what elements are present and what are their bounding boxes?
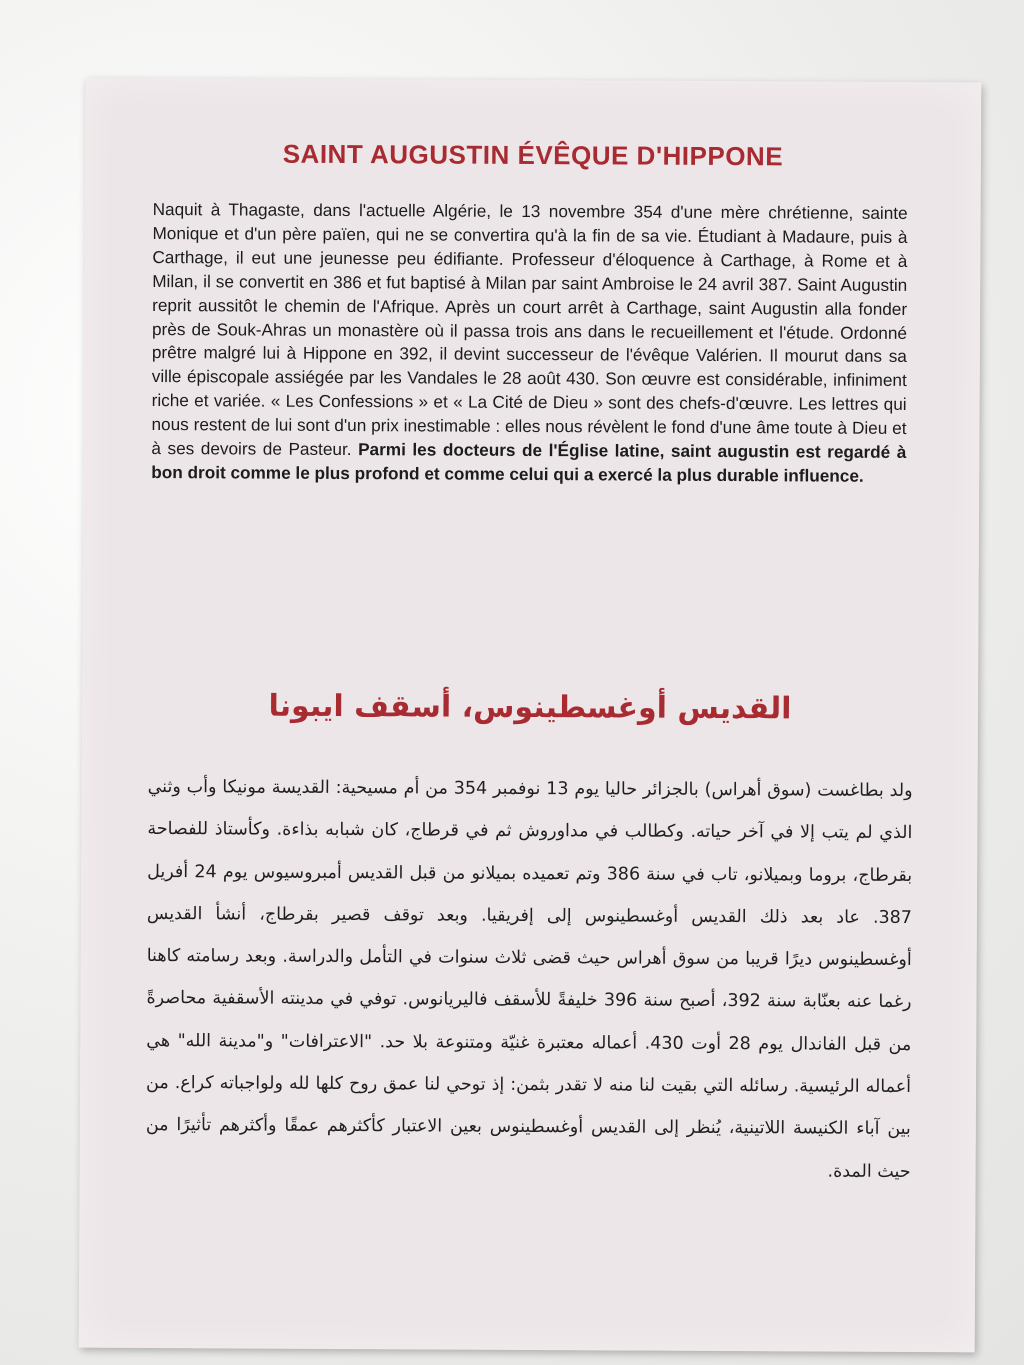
information-panel xyxy=(79,78,982,1353)
arabic-body: ولد بطاغست (سوق أهراس) بالجزائر حاليا يوم 13 نوفمبر 354 من أم مسيحية: القديسة مونيكا وأب وثني الذي لم يتب إلا في آخر حياته. وكطالب في مداوروش ثم في قرطاج، كان شبابه بذاءة. وكأستاذ للفصاحة بقرطاج، بروما وبميلانو، تاب في سنة 386 وتم تعميده بميلانو من قبل القديس أمبروسيوس يوم 24 أفريل 387. عاد بعد ذلك القديس أوغسطينوس إلى إفريقيا. وبعد توقف قصير بقرطاج، أنشأ القديس أوغسطينوس ديرًا قريبا من سوق أهراس حيث قضى ثلاث سنوات في التأمل والدراسة. وبعد رسامته كاهنا رغما عنه بعنّابة سنة 392، أصبح سنة 396 خليفةً للأسقف فاليريانوس. توفي في مدينته الأسقفية محاصرةً من قبل الفاندال يوم 28 أوت 430. أعماله معتبرة غنيّة ومتنوعة بلا حد. "الاعترافات" و"مدينة الله" هي أعماله الرئيسية. رسائله التي بقيت لنا منه لا تقدر بثمن: إذ توحي لنا عمق روح كلها لله ولواجباته كراع. من بين آباء الكنيسة اللاتينية، يُنظر إلى القديس أوغسطينوس بعين الاعتبار كأكثرهم عمقًا وأكثرهم تأثيرًا من حيث المدة. xyxy=(145,776,913,1182)
french-body-bold-text: Parmi les docteurs de l'Église latine, saint augustin est regardé à bon droit comme le plus profond et comme celui qui a exercé la plus durable influence. xyxy=(151,439,907,486)
french-body xyxy=(151,198,907,489)
arabic-title: القديس أوغسطينوس، أسقف ايبونا xyxy=(268,688,792,727)
french-body-text: Naquit à Thagaste, dans l'actuelle Algérie, le 13 novembre 354 d'une mère chrétienne, sainte Monique et d'un père païen, qui ne se convertira qu'à la fin de sa vie. Étudiant à Madaure, puis à Carthage, il eut une jeunesse peu édifiante. Professeur d'éloquence à Carthage, à Rome et à Milan, il se convertit en 386 et fut baptisé à Milan par saint Ambroise le 24 avril 387. Saint Augustin reprit aussitôt le chemin de l'Afrique. Après un court arrêt à Carthage, saint Augustin alla fonder près de Souk-Ahras un monastère où il passa trois ans dans le recueillement et l'étude. Ordonné prêtre malgré lui à Hippone en 392, il devint successeur de l'évêque Valérien. Il mourut dans sa ville épiscopale assiégée par les Vandales le 28 août 430. Son œuvre est considérable, infiniment riche et variée. « Les Confessions » et « La Cité de Dieu » sont des chefs-d'œuvre. Les lettres qui nous restent de lui sont d'un prix inestimable : elles nous révèlent le fond d'une âme toute à Dieu et à ses devoirs de Pasteur. xyxy=(151,199,908,460)
french-title: SAINT AUGUSTIN ÉVÊQUE D'HIPPONE xyxy=(282,138,784,172)
